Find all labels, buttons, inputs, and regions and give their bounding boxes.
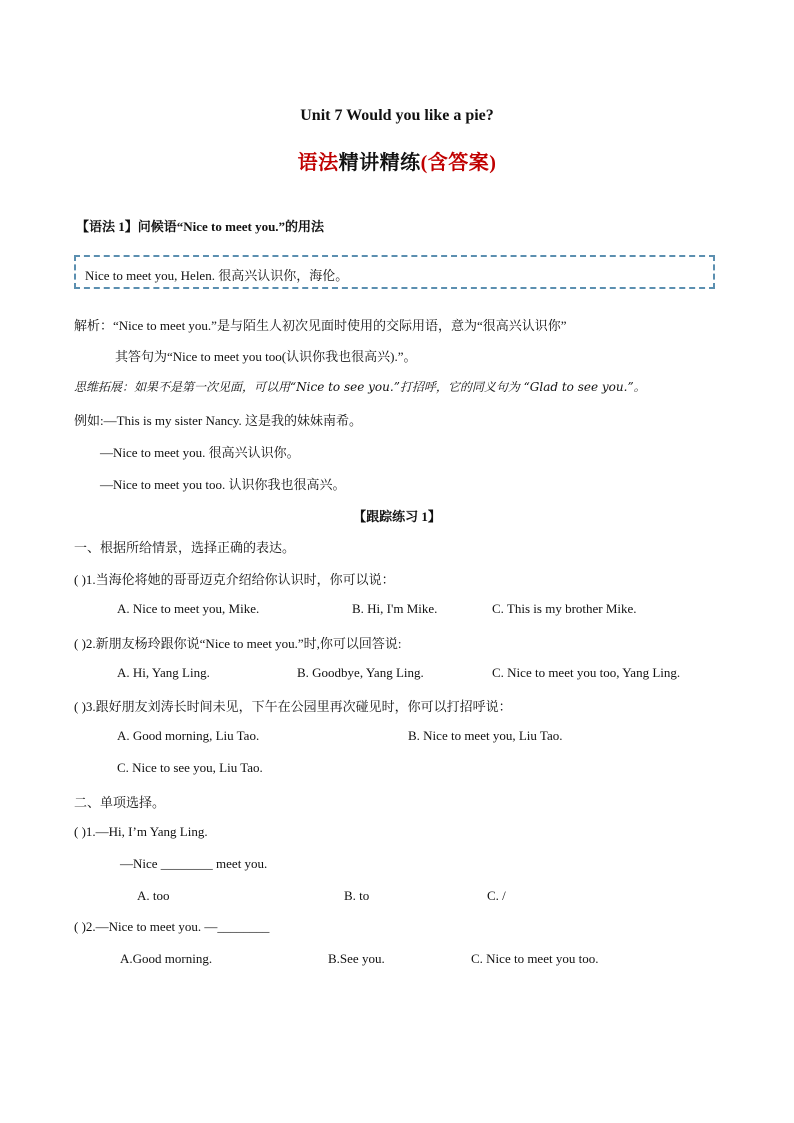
- part1-q1-option-a: A. Nice to meet you, Mike.: [117, 601, 260, 616]
- example-dialog-1: 例如:—This is my sister Nancy. 这是我的妹妹南希。: [74, 413, 363, 428]
- part1-q3-option-a: A. Good morning, Liu Tao.: [117, 728, 260, 743]
- part1-question-3: ( )3.跟好朋友刘涛长时间未见，下午在公园里再次碰见时，你可以打招呼说：: [74, 699, 512, 714]
- part1-q1-option-c: C. This is my brother Mike.: [492, 601, 637, 616]
- part1-q2-option-b: B. Goodbye, Yang Ling.: [297, 665, 424, 680]
- thinking-extension: 思维拓展：如果不是第一次见面，可以用“Nice to see you.”打招呼，它的同义句为 “Glad to see you.”。: [74, 380, 646, 394]
- part2-question-1: ( )1.—Hi, I’m Yang Ling.: [74, 824, 208, 839]
- part2-q2-option-a: A.Good morning.: [120, 951, 213, 966]
- part1-q2-option-c: C. Nice to meet you too, Yang Ling.: [492, 665, 681, 680]
- part1-question-1: ( )1.当海伦将她的哥哥迈克介绍给你认识时，你可以说：: [74, 572, 395, 587]
- part1-q3-option-b: B. Nice to meet you, Liu Tao.: [408, 728, 563, 743]
- part2-title: 二、单项选择。: [74, 795, 166, 810]
- analysis-line-2: 其答句为“Nice to meet you too(认识你我也很高兴).”。: [115, 349, 417, 364]
- part1-q1-option-b: B. Hi, I'm Mike.: [352, 601, 438, 616]
- part1-title: 一、根据所给情景，选择正确的表达。: [74, 540, 296, 555]
- example-dialog-3: —Nice to meet you too. 认识你我也很高兴。: [100, 477, 346, 492]
- subtitle-black-part: 精讲精练: [338, 152, 421, 174]
- part2-question-1-reply: —Nice ________ meet you.: [120, 856, 268, 871]
- part2-q1-option-c: C. /: [487, 888, 506, 903]
- practice-heading: 【跟踪练习 1】: [353, 509, 441, 524]
- part1-q3-option-c: C. Nice to see you, Liu Tao.: [117, 760, 263, 775]
- part2-q1-option-b: B. to: [344, 888, 370, 903]
- part2-q2-option-b: B.See you.: [328, 951, 385, 966]
- page-subtitle: [0, 146, 794, 175]
- subtitle-red-part-b: (含答案): [420, 152, 497, 174]
- part2-question-2: ( )2.—Nice to meet you. —________: [74, 919, 270, 934]
- part1-question-2: ( )2.新朋友杨玲跟你说“Nice to meet you.”时,你可以回答说:: [74, 636, 402, 651]
- example-dialog-2: —Nice to meet you. 很高兴认识你。: [100, 445, 300, 460]
- part1-q2-option-a: A. Hi, Yang Ling.: [117, 665, 210, 680]
- part2-q1-option-a: A. too: [137, 888, 170, 903]
- example-sentence: Nice to meet you, Helen. 很高兴认识你，海伦。: [85, 268, 349, 283]
- part2-q2-option-c: C. Nice to meet you too.: [471, 951, 599, 966]
- analysis-line-1: 解析：“Nice to meet you.”是与陌生人初次见面时使用的交际用语，意为“很高兴认识你”: [74, 318, 567, 333]
- grammar-heading: 【语法 1】问候语“Nice to meet you.”的用法: [76, 219, 325, 234]
- page-title: Unit 7 Would you like a pie?: [300, 107, 494, 124]
- subtitle-red-part-a: 语法: [297, 152, 339, 174]
